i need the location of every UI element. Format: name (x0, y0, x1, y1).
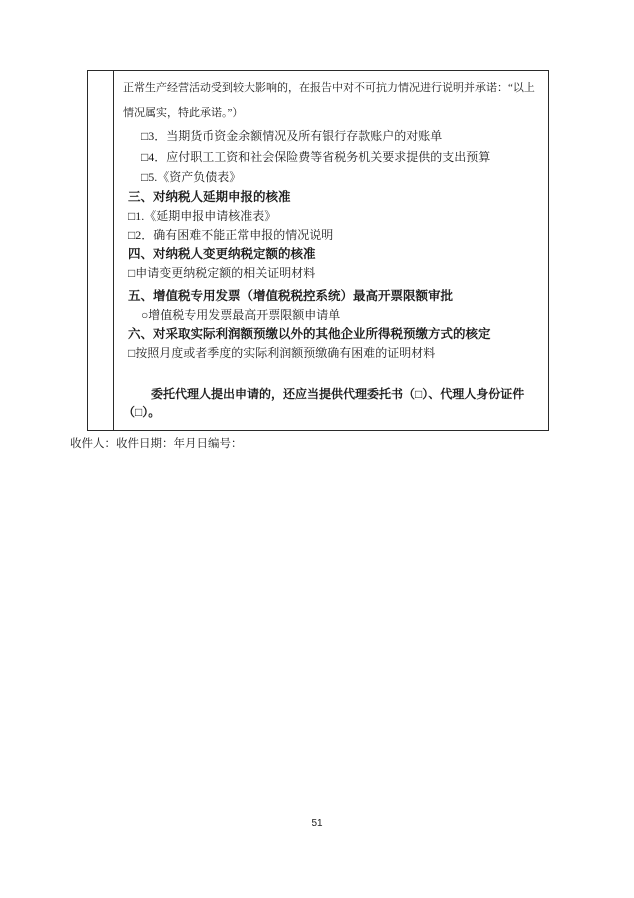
doc-line-checkbox-item: □2．确有困难不能正常申报的情况说明 (128, 227, 334, 242)
doc-line-agent-note: （□）。 (123, 404, 161, 419)
doc-line-checkbox-item: □1.《延期申报申请核准表》 (128, 208, 277, 223)
doc-line-circle-item: ○增值税专用发票最高开票限额申请单 (141, 307, 341, 322)
doc-line-checkbox-item: □5.《资产负债表》 (141, 170, 242, 184)
doc-line-checkbox-item: □申请变更纳税定额的相关证明材料 (128, 265, 316, 280)
doc-section-heading: 六、对采取实际利润额预缴以外的其他企业所得税预缴方式的核定 (128, 326, 491, 341)
doc-section-heading: 三、对纳税人延期申报的核准 (128, 189, 291, 204)
receipt-info-line: 收件人：收件日期：年月日编号： (70, 438, 243, 450)
doc-line-agent-note: 委托代理人提出申请的，还应当提供代理委托书（□）、代理人身份证件 (151, 386, 525, 401)
doc-line-checkbox-item: □按照月度或者季度的实际利润额预缴确有困难的证明材料 (128, 345, 436, 360)
doc-section-heading: 五、增值税专用发票（增值税税控系统）最高开票限额审批 (128, 288, 454, 303)
table-content-column (114, 71, 548, 430)
blank-line-spacer (123, 363, 540, 385)
doc-line-paragraph: 情况属实，特此承诺。”） (123, 107, 244, 119)
page-number: 51 (311, 818, 323, 829)
doc-section-heading: 四、对纳税人变更纳税定额的核准 (128, 246, 316, 261)
table-left-column (88, 71, 114, 430)
doc-line-checkbox-item: □4．应付职工工资和社会保险费等省税务机关要求提供的支出预算 (141, 149, 491, 164)
attachment-requirements-table (87, 70, 549, 431)
doc-line-checkbox-item: □3．当期货币资金余额情况及所有银行存款账户的对账单 (141, 129, 443, 143)
doc-line-paragraph: 正常生产经营活动受到较大影响的，在报告中对不可抗力情况进行说明并承诺：“以上 (123, 82, 535, 94)
